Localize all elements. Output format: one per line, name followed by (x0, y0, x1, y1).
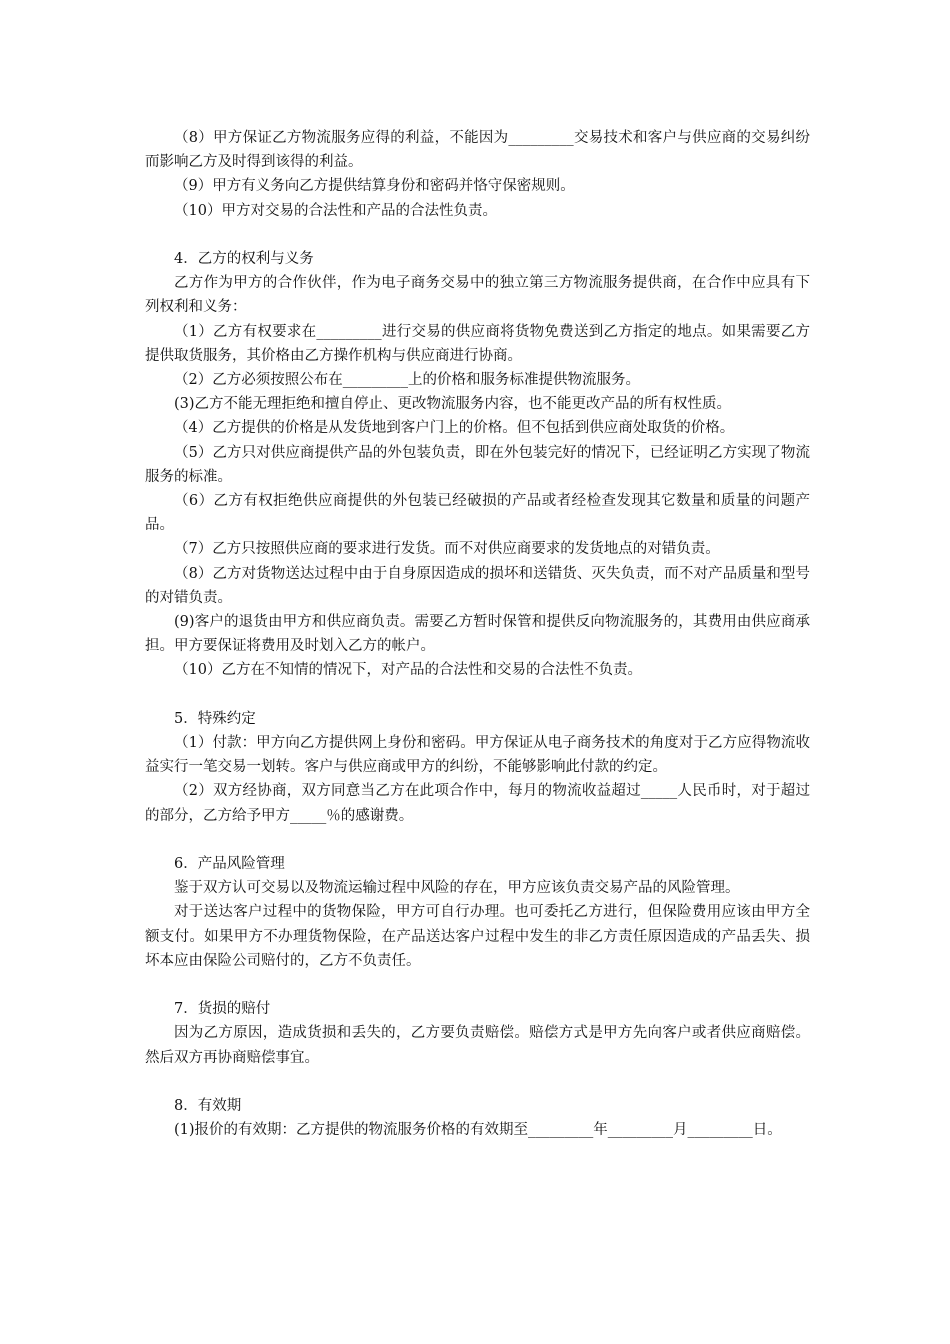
section-7 (145, 997, 810, 1070)
clause-3-9: （9）甲方有义务向乙方提供结算身份和密码并恪守保密规则。 (174, 178, 575, 195)
clause-5-1: （1）付款：甲方向乙方提供网上身份和密码。甲方保证从电子商务技术的角度对于乙方应得物流收益实行一笔交易一划转。客户与供应商或甲方的纠纷，不能够影响此付款的约定。 (145, 735, 810, 776)
clause-3-8: （8）甲方保证乙方物流服务应得的利益，不能因为_________交易技术和客户与供应商的交易纠纷而影响乙方及时得到该得的利益。 (145, 130, 810, 171)
section-5 (145, 707, 810, 828)
clause-4-3: (3)乙方不能无理拒绝和擅自停止、更改物流服务内容，也不能更改产品的所有权性质。 (174, 396, 732, 413)
clause-3-10: （10）甲方对交易的合法性和产品的合法性负责。 (174, 202, 497, 219)
clause-4-2: （2）乙方必须按照公布在_________上的价格和服务标准提供物流服务。 (174, 372, 640, 389)
clause-4-10: （10）乙方在不知情的情况下，对产品的合法性和交易的合法性不负责。 (174, 662, 642, 679)
section-heading: 5．特殊约定 (174, 710, 256, 727)
clause-4-8: （8）乙方对货物送达过程中由于自身原因造成的损坏和送错货、灭失负责，而不对产品质量和型号的对错负责。 (145, 565, 810, 606)
clause-4-5: （5）乙方只对供应商提供产品的外包装负责，即在外包装完好的情况下，已经证明乙方实现了物流服务的标准。 (145, 444, 810, 485)
paragraph: 对于送达客户过程中的货物保险，甲方可自行办理。也可委托乙方进行，但保险费用应该由甲方全额支付。如果甲方不办理货物保险，在产品送达客户过程中发生的非乙方责任原因造成的产品丢失、损坏本应由保险公司赔付的，乙方不负责任。 (145, 904, 810, 969)
clause-4-1: （1）乙方有权要求在_________进行交易的供应商将货物免费送到乙方指定的地点。如果需要乙方提供取货服务，其价格由乙方操作机构与供应商进行协商。 (145, 323, 810, 364)
contract-body (145, 126, 810, 1142)
section-intro: 乙方作为甲方的合作伙伴，作为电子商务交易中的独立第三方物流服务提供商，在合作中应具有下列权利和义务： (145, 275, 810, 316)
paragraph: 因为乙方原因，造成货损和丢失的，乙方要负责赔偿。赔偿方式是甲方先向客户或者供应商赔偿。然后双方再协商赔偿事宜。 (145, 1025, 810, 1066)
clause-4-6: （6）乙方有权拒绝供应商提供的外包装已经破损的产品或者经检查发现其它数量和质量的问题产品。 (145, 493, 810, 534)
clause-4-7: （7）乙方只按照供应商的要求进行发货。而不对供应商要求的发货地点的对错负责。 (174, 541, 720, 558)
clause-5-2: （2）双方经协商，双方同意当乙方在此项合作中，每月的物流收益超过_____人民币时，对于超过的部分，乙方给予甲方_____％的感谢费。 (145, 783, 810, 824)
section-8 (145, 1094, 810, 1142)
section-heading: 7．货损的赔付 (174, 1001, 271, 1018)
section-heading: 8．有效期 (174, 1098, 242, 1115)
section-heading: 6．产品风险管理 (174, 856, 285, 873)
clause-4-9: (9)客户的退货由甲方和供应商负责。需要乙方暂时保管和提供反向物流服务的，其费用由供应商承担。甲方要保证将费用及时划入乙方的帐户。 (145, 614, 810, 655)
section-3-continued (145, 126, 810, 223)
section-6 (145, 852, 810, 973)
section-4 (145, 247, 810, 683)
section-heading: 4．乙方的权利与义务 (174, 251, 314, 267)
clause-4-4: （4）乙方提供的价格是从发货地到客户门上的价格。但不包括到供应商处取货的价格。 (174, 420, 735, 437)
paragraph: 鉴于双方认可交易以及物流运输过程中风险的存在，甲方应该负责交易产品的风险管理。 (174, 880, 740, 897)
clause-8-1: (1)报价的有效期：乙方提供的物流服务价格的有效期至_________年_________月_________日。 (174, 1122, 782, 1139)
